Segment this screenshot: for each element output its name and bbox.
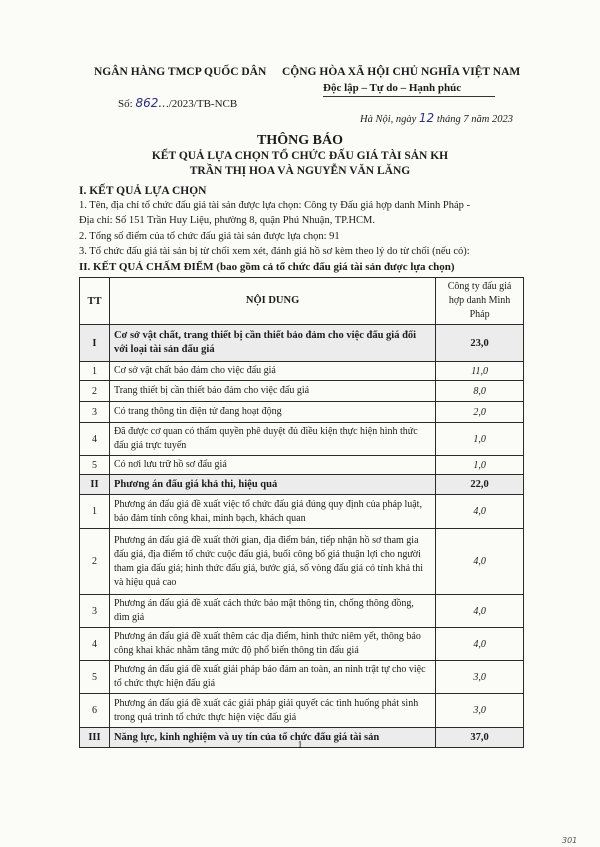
row-score: 37,0: [436, 728, 524, 748]
row-content: Đã được cơ quan có thẩm quyền phê duyệt đủ điều kiện thực hiện hình thức đấu giá trực tuyến: [109, 423, 435, 456]
row-tt: 3: [80, 402, 110, 423]
header-company: Công ty đấu giá hợp danh Minh Pháp: [436, 278, 524, 325]
row-tt: 2: [80, 529, 110, 595]
scoring-table: [79, 277, 524, 748]
table-row: [80, 495, 524, 529]
row-tt: 1: [80, 495, 110, 529]
row-tt: 1: [80, 362, 110, 381]
row-content: Có nơi lưu trữ hồ sơ đấu giá: [109, 456, 435, 475]
row-score: 3,0: [436, 694, 524, 728]
header-content: NỘI DUNG: [109, 278, 435, 325]
row-content: Phương án đấu giá đề xuất thêm các địa điểm, hình thức niêm yết, thông báo công khai khác nhằm tăng mức độ phổ biến thông tin đấu giá: [109, 628, 435, 661]
section-1-line: Địa chỉ: Số 151 Trần Huy Liệu, phường 8, quận Phú Nhuận, TP.HCM.: [79, 215, 376, 226]
document-number: [118, 96, 237, 110]
row-tt: 3: [80, 595, 110, 628]
doc-number-handwritten: 862..: [135, 96, 166, 110]
row-content: Năng lực, kinh nghiệm và uy tín của tổ chức đấu giá tài sản: [109, 728, 435, 748]
row-content: Trang thiết bị cần thiết bảo đảm cho việc đấu giá: [109, 381, 435, 402]
row-content: Phương án đấu giá đề xuất giải pháp bảo đảm an toàn, an ninh trật tự cho việc tổ chức thực hiện đấu giá: [109, 661, 435, 694]
section-1-heading: I. KẾT QUẢ LỰA CHỌN: [79, 185, 207, 197]
row-content: Phương án đấu giá đề xuất các giải pháp giải quyết các tình huống phát sinh trong quá trình tổ chức thực hiện việc đấu giá: [109, 694, 435, 728]
table-row: [80, 694, 524, 728]
row-content: Phương án đấu giá khả thi, hiệu quả: [109, 475, 435, 495]
section-1-line: 1. Tên, địa chỉ tổ chức đấu giá tài sản được lựa chọn: Công ty Đấu giá hợp danh Minh Pháp -: [79, 200, 471, 211]
row-tt: 6: [80, 694, 110, 728]
row-score: 4,0: [436, 595, 524, 628]
date-prefix: Hà Nội, ngày: [360, 114, 419, 125]
row-score: 22,0: [436, 475, 524, 495]
row-tt: 5: [80, 661, 110, 694]
row-tt: 4: [80, 628, 110, 661]
row-tt: 4: [80, 423, 110, 456]
row-content: Có trang thông tin điện tử đang hoạt động: [109, 402, 435, 423]
date-day-handwritten: 12: [418, 111, 435, 125]
table-row: [80, 661, 524, 694]
section-1-line: 3. Tổ chức đấu giá tài sản bị từ chối xem xét, đánh giá hồ sơ kèm theo lý do từ chối (nếu có):: [79, 246, 470, 257]
row-tt: 2: [80, 381, 110, 402]
row-content: Phương án đấu giá đề xuất thời gian, địa điểm bán, tiếp nhận hồ sơ tham gia đấu giá, địa điểm tổ chức cuộc đấu giá, buổi công bố giá thuận lợi cho người tham gia đấu giá; hình thức đấu giá, bước giá, số vòng đấu giá có tính khả thi và hiệu quả cao: [109, 529, 435, 595]
table-row: [80, 456, 524, 475]
row-score: 4,0: [436, 495, 524, 529]
table-header-row: [80, 278, 524, 325]
header-tt: TT: [80, 278, 110, 325]
row-tt: 5: [80, 456, 110, 475]
table-row: [80, 362, 524, 381]
row-score: 1,0: [436, 456, 524, 475]
table-body: [80, 325, 524, 748]
section-2-heading: II. KẾT QUẢ CHẤM ĐIỂM (bao gồm cả tổ chức đấu giá tài sản được lựa chọn): [79, 261, 455, 273]
doc-number-suffix: ./2023/TB-NCB: [165, 98, 238, 110]
row-content: Cơ sở vật chất bảo đảm cho việc đấu giá: [109, 362, 435, 381]
table-row: [80, 475, 524, 495]
national-motto: Độc lập – Tự do – Hạnh phúc: [323, 82, 462, 94]
document-subtitle-line1: KẾT QUẢ LỰA CHỌN TỔ CHỨC ĐẤU GIÁ TÀI SẢN KH: [151, 150, 449, 162]
section-1-line: 2. Tổng số điểm của tổ chức đấu giá tài sản được lựa chọn: 91: [79, 231, 340, 242]
row-score: 4,0: [436, 529, 524, 595]
table-row: [80, 423, 524, 456]
doc-number-prefix: Số:: [118, 98, 136, 110]
row-score: 4,0: [436, 628, 524, 661]
table-row: [80, 325, 524, 362]
page-number: 1: [297, 740, 303, 751]
date-suffix: tháng 7 năm 2023: [434, 114, 513, 125]
national-title: CỘNG HÒA XÃ HỘI CHỦ NGHĨA VIỆT NAM: [282, 66, 521, 78]
corner-mark: 301: [562, 836, 578, 845]
row-score: 11,0: [436, 362, 524, 381]
row-score: 1,0: [436, 423, 524, 456]
row-score: 23,0: [436, 325, 524, 362]
row-score: 3,0: [436, 661, 524, 694]
row-tt: III: [80, 728, 110, 748]
row-tt: I: [80, 325, 110, 362]
row-content: Cơ sở vật chất, trang thiết bị cần thiết bảo đảm cho việc đấu giá đối với loại tài sản đấu giá: [109, 325, 435, 362]
document-subtitle-line2: TRẦN THỊ HOA VÀ NGUYỄN VĂN LĂNG: [189, 165, 411, 177]
organization-name: NGÂN HÀNG TMCP QUỐC DÂN: [94, 66, 267, 78]
table-row: [80, 381, 524, 402]
table-row: [80, 529, 524, 595]
row-content: Phương án đấu giá đề xuất cách thức bảo mật thông tin, chống thông đồng, dìm giá: [109, 595, 435, 628]
row-content: Phương án đấu giá đề xuất việc tổ chức đấu giá đúng quy định của pháp luật, bảo đảm tính công khai, minh bạch, khách quan: [109, 495, 435, 529]
table-row: [80, 628, 524, 661]
table-row: [80, 402, 524, 423]
date-line: [360, 111, 513, 125]
document-title: THÔNG BÁO: [257, 133, 343, 148]
motto-underline: [323, 96, 495, 97]
row-tt: II: [80, 475, 110, 495]
row-score: 8,0: [436, 381, 524, 402]
row-score: 2,0: [436, 402, 524, 423]
table-row: [80, 595, 524, 628]
